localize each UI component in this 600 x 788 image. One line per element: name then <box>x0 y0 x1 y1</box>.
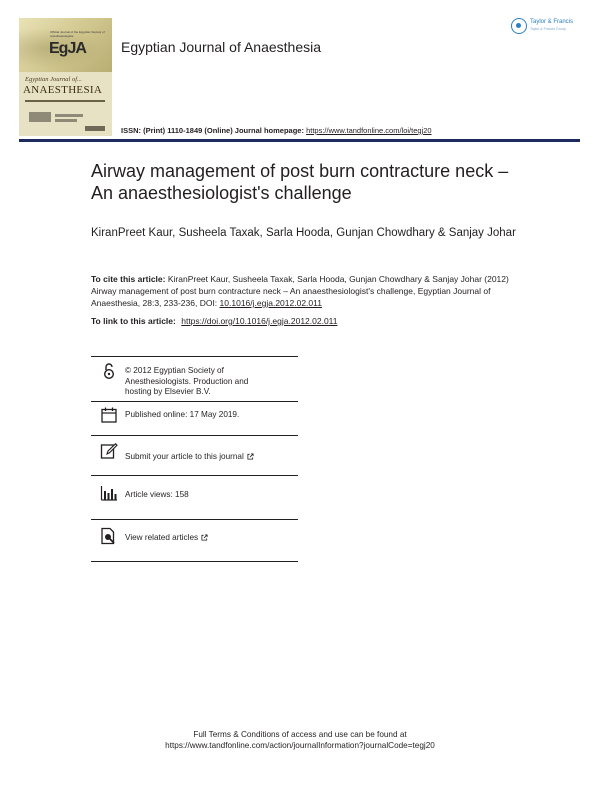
doi-link[interactable]: 10.1016/j.egja.2012.02.011 <box>219 298 322 308</box>
copyright-notice: © 2012 Egyptian Society of Anesthesiologists. Production and hosting by Elsevier B.V. <box>125 366 249 396</box>
submit-article-link[interactable] <box>125 452 295 463</box>
journal-name[interactable]: Egyptian Journal of Anaesthesia <box>121 39 322 55</box>
meta-divider <box>91 401 298 402</box>
cover-title-large: ANAESTHESIA <box>23 84 103 96</box>
citation-block <box>91 273 511 309</box>
footer-terms-link[interactable]: https://www.tandfonline.com/action/journalInformation?journalCode=tegj20 <box>165 741 435 750</box>
cover-logo-subtitle: Official Journal of the Egyptian Society of Anesthesiologists <box>50 30 105 38</box>
cover-block <box>85 126 105 131</box>
article-link-url[interactable]: https://doi.org/10.1016/j.egja.2012.02.011 <box>181 316 338 326</box>
search-document-icon <box>100 527 118 545</box>
article-views: Article views: 158 <box>125 490 189 499</box>
article-link-label: To link to this article: <box>91 316 176 326</box>
submit-article-label: Submit your article to this journal <box>125 452 244 461</box>
bar-chart-icon <box>100 484 118 502</box>
article-title: Airway management of post burn contracture neck – An anaesthesiologist's challenge <box>91 161 509 203</box>
footer <box>0 729 600 751</box>
edit-icon <box>100 442 118 460</box>
cover-title-small: Egyptian Journal of... <box>25 76 82 83</box>
publisher-logo-sub: Taylor & Francis Group <box>530 27 566 31</box>
related-articles-label: View related articles <box>125 533 199 542</box>
article-authors: KiranPreet Kaur, Susheela Taxak, Sarla Hooda, Gunjan Chowdhary & Sanjay Johar <box>91 227 516 239</box>
journal-homepage-link[interactable]: https://www.tandfonline.com/loi/tegj20 <box>306 126 432 135</box>
publisher-logo-icon <box>511 18 527 34</box>
publisher-logo-name: Taylor & Francis <box>530 19 574 25</box>
footer-terms-text: Full Terms & Conditions of access and use can be found at <box>193 730 407 739</box>
issn-label: ISSN: (Print) 1110-1849 (Online) Journal homepage: <box>121 126 304 135</box>
article-link-line <box>91 316 338 326</box>
header-divider <box>19 139 580 142</box>
related-articles-link[interactable] <box>125 533 295 544</box>
external-link-icon <box>247 453 254 460</box>
meta-divider <box>91 475 298 476</box>
publisher-logo[interactable] <box>511 16 583 38</box>
open-access-icon <box>100 362 118 380</box>
citation-label: To cite this article: <box>91 274 166 284</box>
citation-text: KiranPreet Kaur, Susheela Taxak, Sarla Hooda, Gunjan Chowdhary & Sanjay Johar (2012) Airway management of post burn contracture neck – An anaesthesiologist's challenge, Egyptian Journal of Anaesthesia, 28:3, 233-236, DOI: <box>91 274 509 308</box>
cover-block <box>55 119 77 122</box>
journal-cover <box>19 18 112 136</box>
issn-line <box>121 126 432 135</box>
cover-block <box>29 112 51 122</box>
published-date: Published online: 17 May 2019. <box>125 410 240 419</box>
cover-block <box>55 114 83 117</box>
external-link-icon <box>201 534 208 541</box>
calendar-icon <box>100 406 118 424</box>
cover-rule <box>25 100 105 102</box>
meta-divider <box>91 561 298 562</box>
meta-divider <box>91 519 298 520</box>
meta-divider <box>91 435 298 436</box>
meta-divider <box>91 356 298 357</box>
cover-logo: EgJA <box>49 40 86 57</box>
